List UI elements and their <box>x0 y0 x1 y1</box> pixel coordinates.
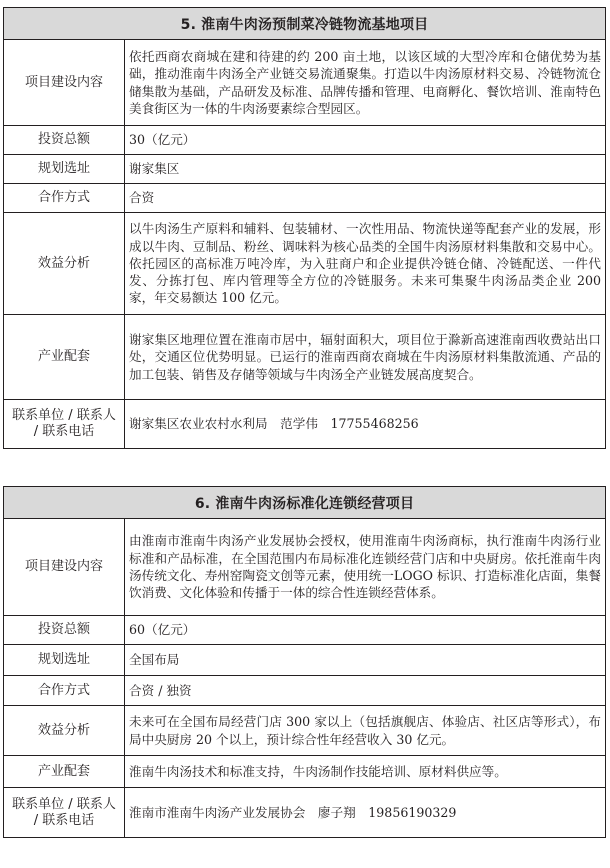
row-content-location: 全国布局 <box>125 645 606 676</box>
project-title: 6. 淮南牛肉汤标准化连锁经营项目 <box>4 487 606 519</box>
row-label-industry: 产业配套 <box>4 756 125 788</box>
row-content-cooperation: 合资 / 独资 <box>125 676 606 706</box>
row-label-cooperation: 合作方式 <box>4 184 125 213</box>
row-content-contact: 谢家集区农业农村水利局 范学伟 17755468256 <box>125 400 606 449</box>
row-label-contact <box>4 400 125 449</box>
row-label-location: 规划选址 <box>4 155 125 184</box>
row-label-investment: 投资总额 <box>4 616 125 645</box>
row-label-construction: 项目建设内容 <box>4 519 125 616</box>
contact-label-line-1: 联系单位 / 联系人 <box>12 796 116 812</box>
project-table-6 <box>3 486 606 838</box>
row-content-industry: 谢家集区地理位置在淮南市居中，辐射面积大，项目位于滁新高速淮南西收费站出口处，交通区位优势明显。已运行的淮南西商农商城在牛肉汤原材料集散流通、产品的加工包装、销售及存储等领域与牛肉汤全产业链发展高度契合。 <box>125 315 606 400</box>
row-content-construction: 由淮南市淮南牛肉汤产业发展协会授权，使用淮南牛肉汤商标，执行淮南牛肉汤行业标准和产品标准，在全国范围内布局标准化连锁经营门店和中央厨房。依托淮南牛肉汤传统文化、寿州窑陶瓷文创等元素，使用统一LOGO 标识、打造标准化店面，集餐饮消费、文化体验和传播于一体的综合性连锁经营体系。 <box>125 519 606 616</box>
row-content-investment: 30（亿元） <box>125 126 606 155</box>
row-label-cooperation: 合作方式 <box>4 676 125 706</box>
row-content-industry: 淮南牛肉汤技术和标准支持，牛肉汤制作技能培训、原材料供应等。 <box>125 756 606 788</box>
row-content-cooperation: 合资 <box>125 184 606 213</box>
contact-label-line-2: / 联系电话 <box>33 424 95 439</box>
project-table-5 <box>3 7 606 449</box>
row-content-location: 谢家集区 <box>125 155 606 184</box>
row-label-investment: 投资总额 <box>4 126 125 155</box>
row-label-benefit: 效益分析 <box>4 706 125 756</box>
row-label-location: 规划选址 <box>4 645 125 676</box>
row-content-contact: 淮南市淮南牛肉汤产业发展协会 廖子翔 19856190329 <box>125 788 606 838</box>
row-content-investment: 60（亿元） <box>125 616 606 645</box>
row-label-industry: 产业配套 <box>4 315 125 400</box>
project-title: 5. 淮南牛肉汤预制菜冷链物流基地项目 <box>4 8 606 40</box>
contact-label-line-1: 联系单位 / 联系人 <box>12 408 116 423</box>
row-content-benefit: 未来可在全国布局经营门店 300 家以上（包括旗舰店、体验店、社区店等形式），布局中央厨房 20 个以上，预计综合性年经营收入 30 亿元。 <box>125 706 606 756</box>
row-content-benefit: 以牛肉汤生产原料和辅料、包装辅材、一次性用品、物流快递等配套产业的发展，形成以牛肉、豆制品、粉丝、调味料为核心品类的全国牛肉汤原材料集散和交易中心。依托园区的高标准万吨冷库，为入驻商户和企业提供冷链仓储、冷链配送、一件代发、分拣打包、库内管理等全方位的冷链服务。未来可集聚牛肉汤品类企业 200 家，年交易额达 100 亿元。 <box>125 213 606 315</box>
row-content-construction: 依托西商农商城在建和待建的约 200 亩土地，以该区域的大型冷库和仓储优势为基础，推动淮南牛肉汤全产业链交易流通聚集。打造以牛肉汤原材料交易、冷链物流仓储集散为基础，产品研发及标准、品牌传播和管理、电商孵化、餐饮培训、淮南特色美食街区为一体的牛肉汤要素综合型园区。 <box>125 40 606 126</box>
row-label-benefit: 效益分析 <box>4 213 125 315</box>
contact-label-line-2: / 联系电话 <box>33 812 95 828</box>
row-label-construction: 项目建设内容 <box>4 40 125 126</box>
row-label-contact <box>4 788 125 838</box>
